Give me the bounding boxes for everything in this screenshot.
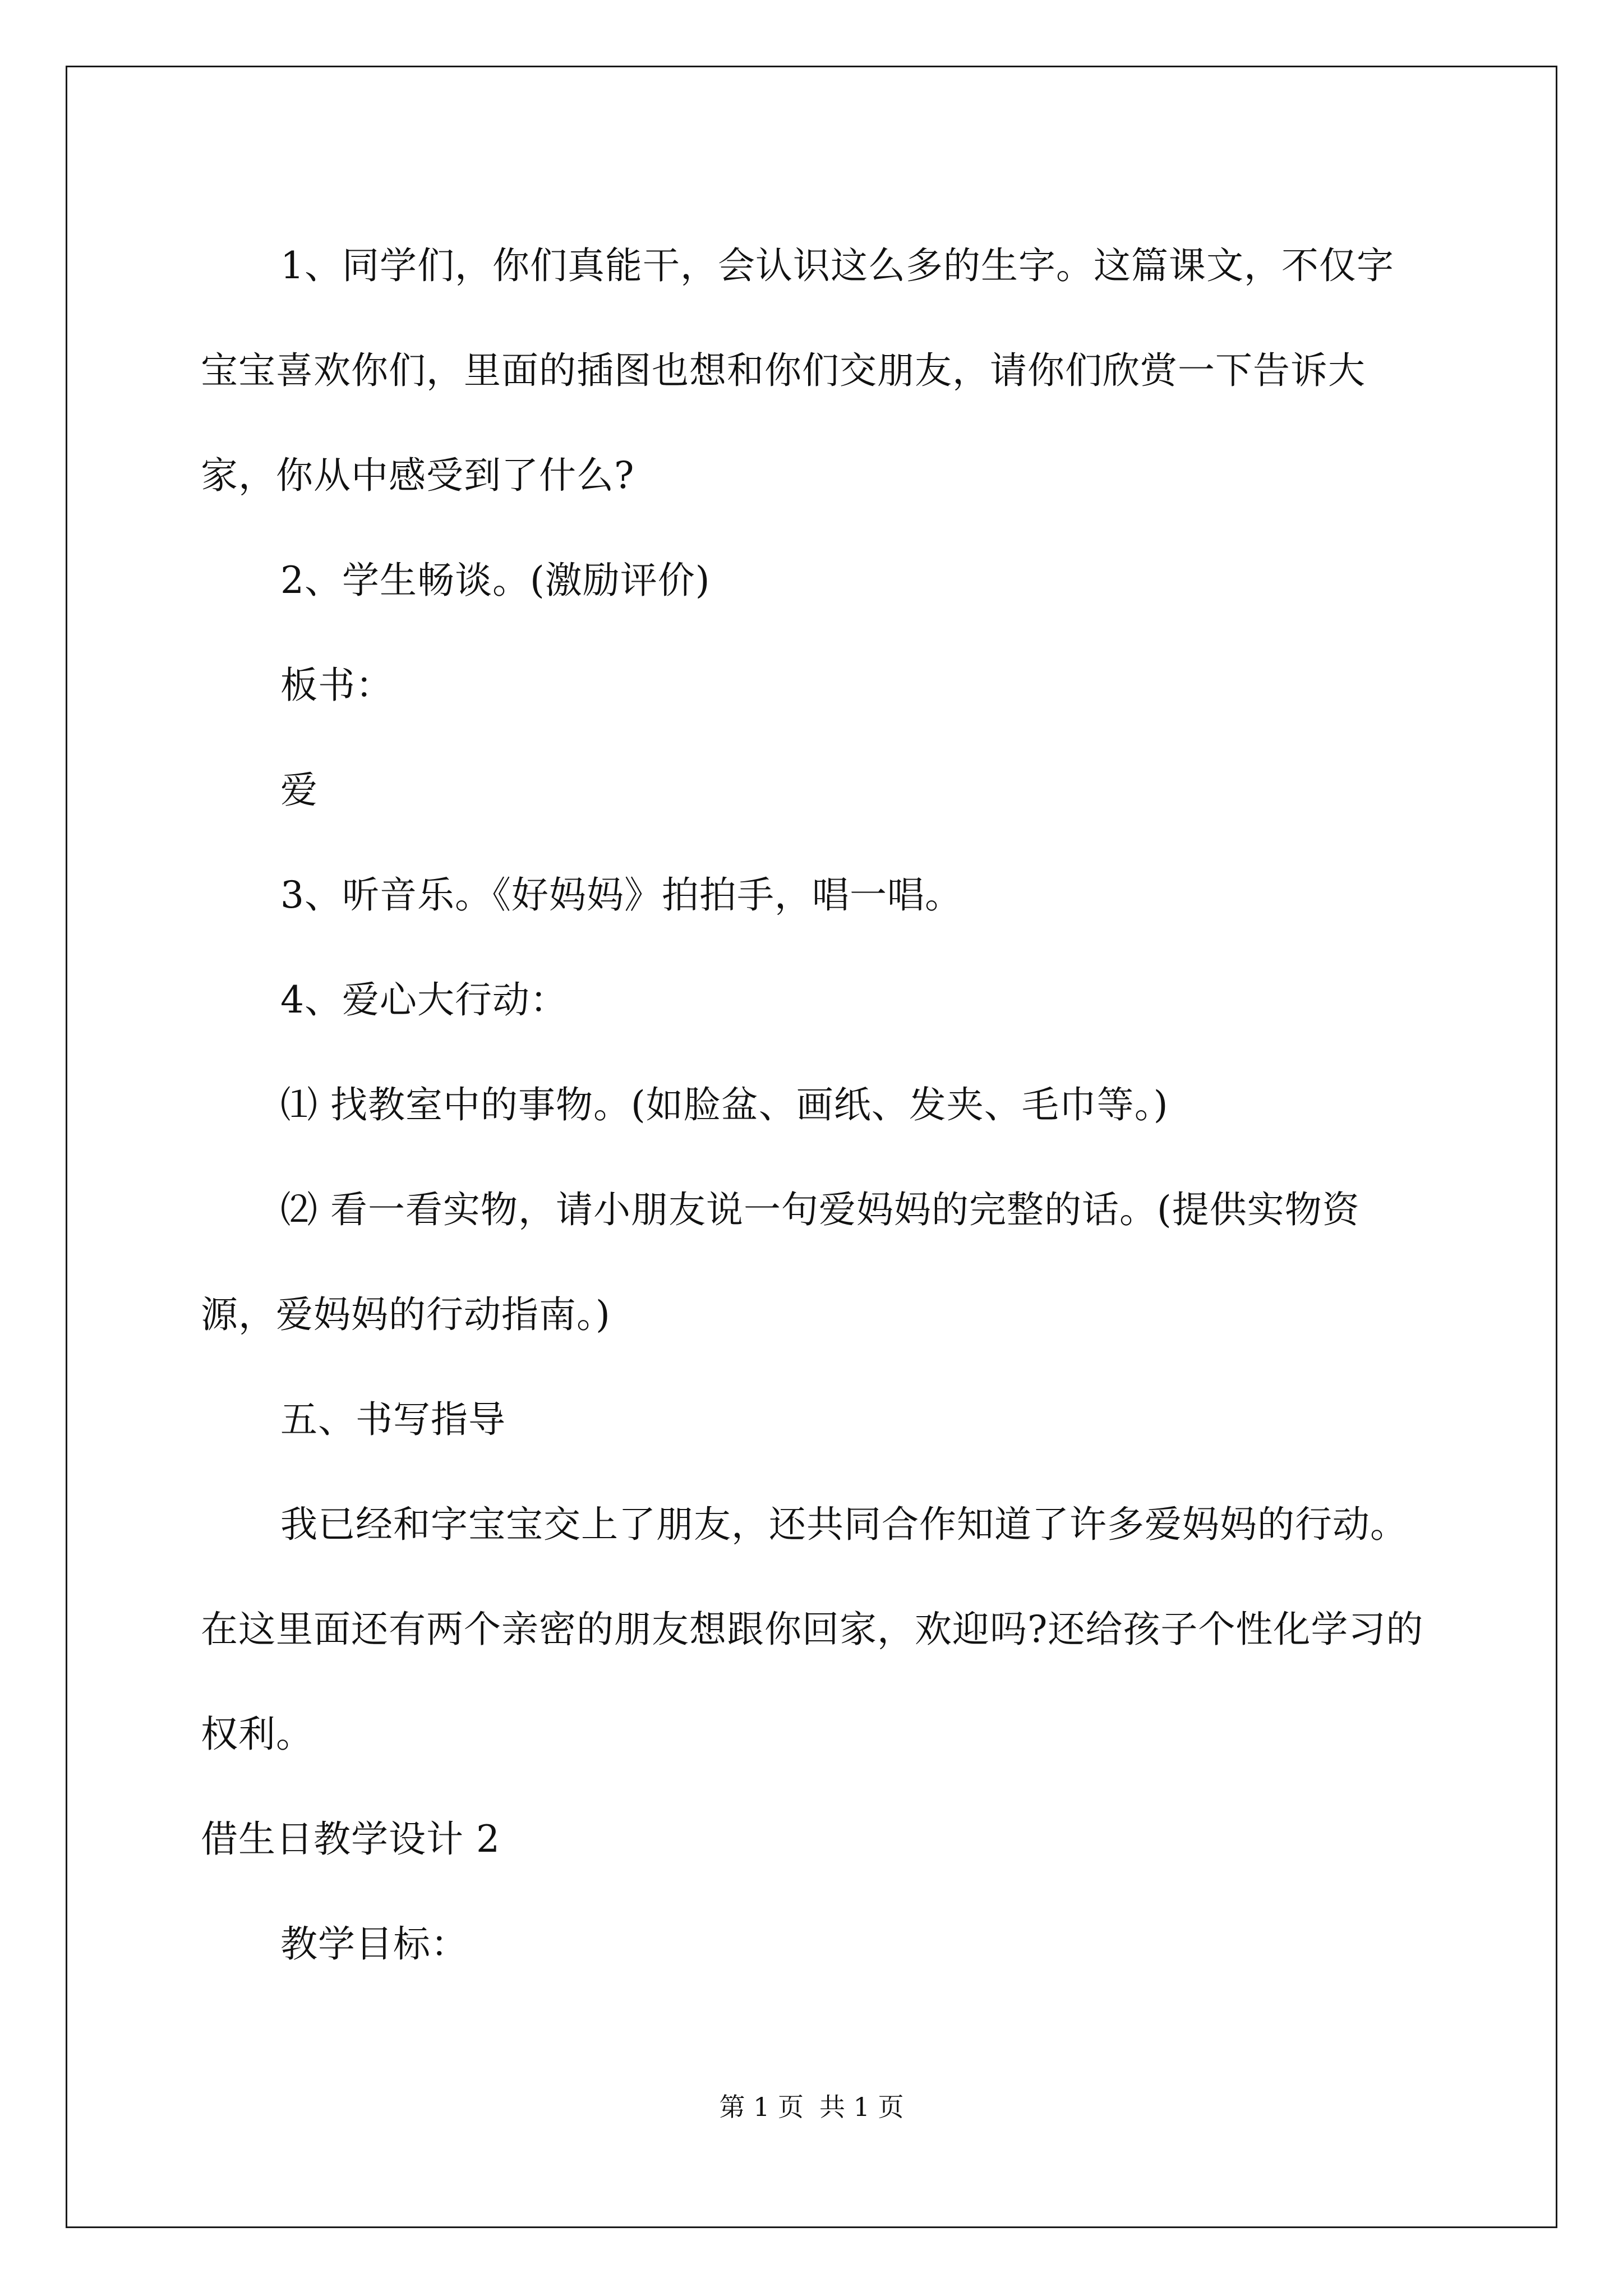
page-total: 共 1 页 bbox=[819, 2092, 904, 2122]
paragraph-4-1: ⑴ 找教室中的事物。(如脸盆、画纸、发夹、毛巾等。) bbox=[280, 1083, 1169, 1126]
section-heading: 借生日教学设计 2 bbox=[201, 1818, 500, 1861]
paragraph-2: 2、学生畅谈。(激励评价) bbox=[280, 559, 711, 602]
paragraph-board-content: 爱 bbox=[280, 769, 318, 812]
paragraph-writing-guide: 我已经和字宝宝交上了朋友，还共同合作知道了许多爱妈妈的行动。在这里面还有两个亲密的朋友想跟你回家，欢迎吗?还给孩子个性化学习的权利。 bbox=[201, 1503, 1424, 1756]
paragraph-3: 3、听音乐。《好妈妈》拍拍手，唱一唱。 bbox=[280, 873, 962, 917]
page-footer bbox=[0, 2090, 1623, 2124]
paragraph-4: 4、爱心大行动： bbox=[280, 978, 568, 1022]
paragraph-board-label: 板书： bbox=[280, 664, 393, 707]
page-number: 第 1 页 bbox=[719, 2092, 804, 2122]
document-body bbox=[201, 213, 1430, 1996]
paragraph-section-five: 五、书写指导 bbox=[280, 1398, 506, 1441]
paragraph-4-2: ⑵ 看一看实物，请小朋友说一句爱妈妈的完整的话。(提供实物资源，爱妈妈的行动指南。) bbox=[201, 1188, 1360, 1336]
sub-heading: 教学目标： bbox=[280, 1922, 468, 1966]
paragraph-1: 1、同学们，你们真能干，会认识这么多的生字。这篇课文，不仅字宝宝喜欢你们，里面的插图也想和你们交朋友，请你们欣赏一下告诉大家，你从中感受到了什么? bbox=[201, 244, 1394, 497]
